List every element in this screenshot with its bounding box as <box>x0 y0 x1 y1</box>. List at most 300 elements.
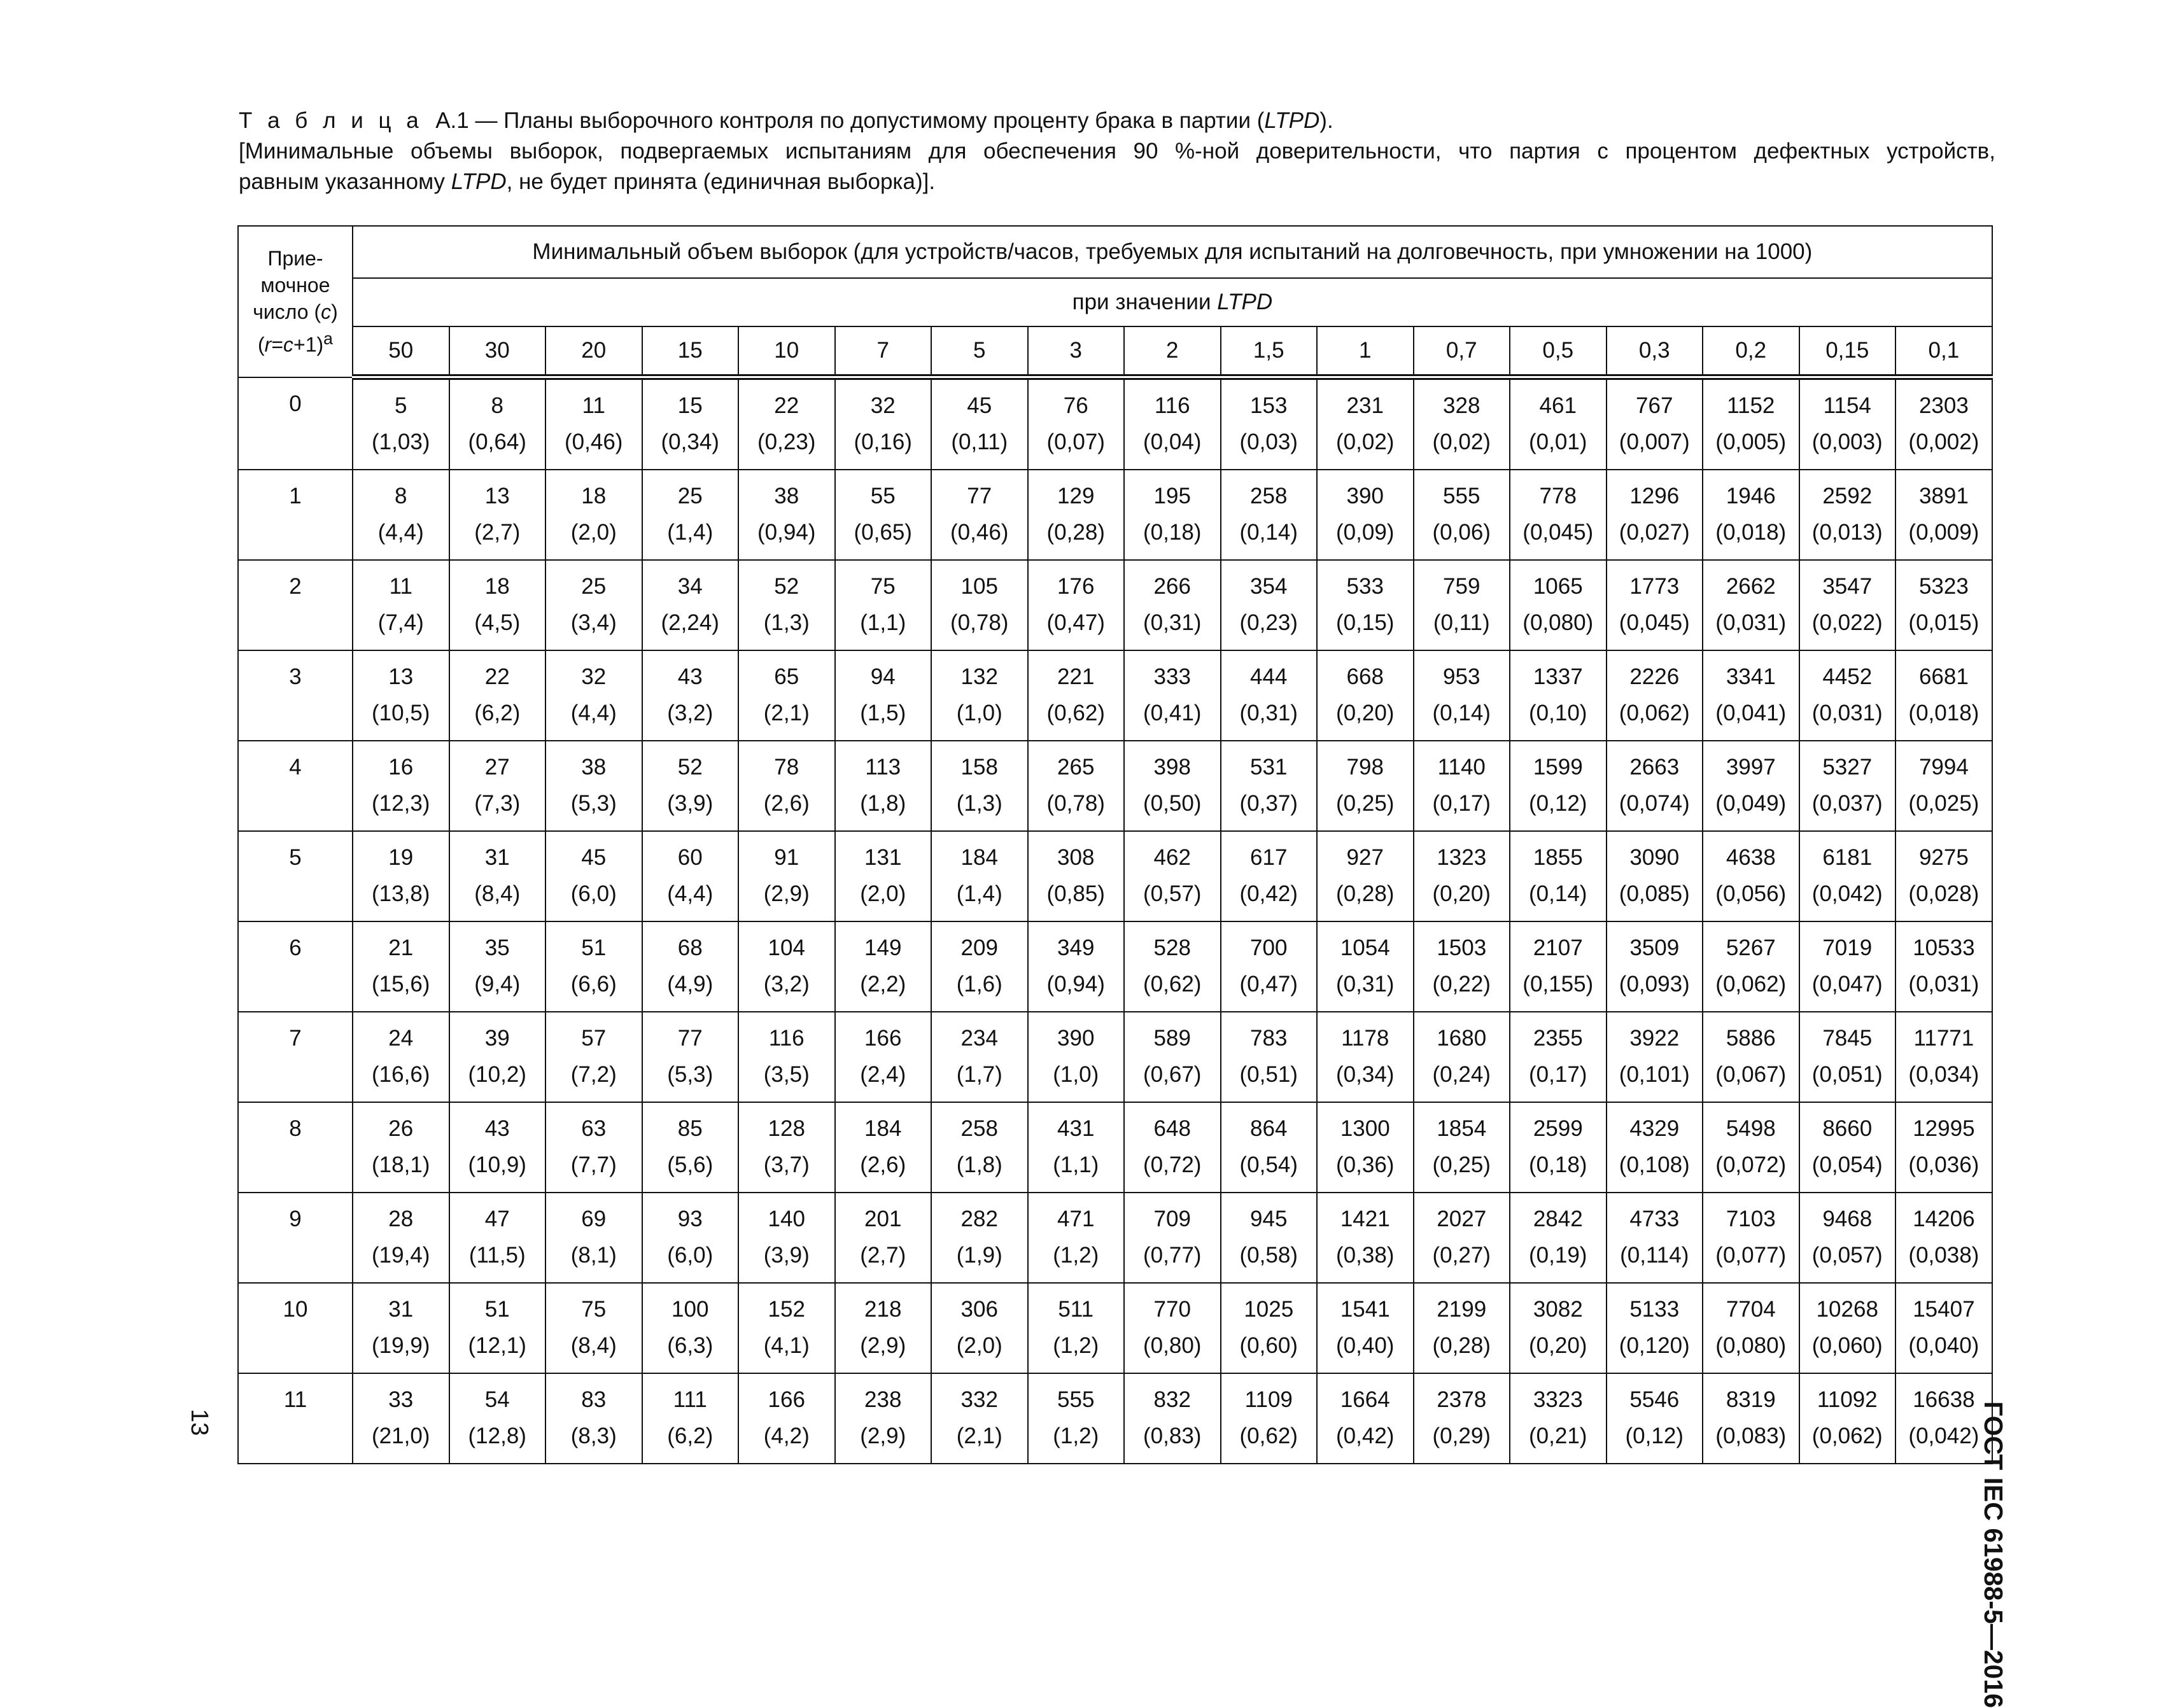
sample-size: 13 <box>484 484 510 508</box>
sample-size: 131 <box>864 845 902 870</box>
sample-size-cell <box>738 1373 835 1464</box>
sample-size: 83 <box>581 1387 607 1412</box>
sample-size: 31 <box>484 845 510 870</box>
aql-value: (0,19) <box>1529 1243 1587 1268</box>
sample-size: 3922 <box>1629 1026 1680 1051</box>
table-wrapper <box>237 225 1989 1448</box>
sample-size: 1503 <box>1437 935 1487 960</box>
sample-size-cell <box>835 1012 932 1102</box>
aql-value: (0,25) <box>1336 791 1395 816</box>
sample-size: 1773 <box>1629 574 1680 599</box>
aql-value: (0,005) <box>1715 430 1787 454</box>
sample-size: 85 <box>677 1116 703 1141</box>
sample-size: 52 <box>677 755 703 780</box>
sample-size-cell <box>835 1373 932 1464</box>
sample-size-cell <box>545 1012 642 1102</box>
sample-size: 3082 <box>1533 1297 1583 1322</box>
min-sample-size-header: Минимальный объем выборок (для устройств/часов, требуемых для испытаний на долговечность, при умножении на 1000) <box>353 226 1992 278</box>
acceptance-number: 2 <box>289 574 302 599</box>
sample-size: 27 <box>484 755 510 780</box>
sample-size-cell <box>738 1012 835 1102</box>
aql-value: (0,60) <box>1239 1333 1298 1358</box>
aql-value: (0,041) <box>1715 701 1787 725</box>
aql-value: (1,5) <box>860 701 906 725</box>
sample-size-cell <box>1414 1012 1510 1102</box>
sample-size-cell <box>1703 741 1799 831</box>
aql-value: (8,4) <box>474 881 521 906</box>
aql-value: (0,85) <box>1046 881 1105 906</box>
sample-size: 533 <box>1346 574 1384 599</box>
aql-value: (3,2) <box>667 701 714 725</box>
sample-size-cell <box>738 831 835 921</box>
sample-size: 462 <box>1153 845 1191 870</box>
aql-value: (0,12) <box>1529 791 1587 816</box>
sample-size: 531 <box>1250 755 1288 780</box>
aql-value: (0,28) <box>1336 881 1395 906</box>
sample-size-cell <box>1895 1012 1992 1102</box>
sample-size: 28 <box>388 1207 414 1231</box>
sample-size: 2663 <box>1629 755 1680 780</box>
aql-value: (0,72) <box>1143 1152 1202 1177</box>
sample-size: 4452 <box>1822 664 1873 689</box>
aql-value: (2,6) <box>860 1152 906 1177</box>
sample-size-cell <box>1895 741 1992 831</box>
acceptance-number: 11 <box>283 1387 307 1412</box>
sample-size-cell <box>1799 377 1896 470</box>
table-row <box>238 1102 1992 1193</box>
aql-value: (1,4) <box>956 881 1002 906</box>
aql-value: (6,2) <box>667 1424 714 1448</box>
aql-value: (0,093) <box>1619 972 1690 997</box>
sample-size-cell <box>1414 1283 1510 1373</box>
sample-size-cell <box>1028 1193 1125 1283</box>
table-row <box>238 1012 1992 1102</box>
sample-size: 5327 <box>1822 755 1873 780</box>
aql-value: (0,031) <box>1715 610 1787 635</box>
aql-value: (0,46) <box>565 430 623 454</box>
ltpd-value-header: 5 <box>931 326 1028 377</box>
sample-size-cell <box>1510 377 1607 470</box>
caption-line3-suffix: , не будет принята (единичная выборка)]. <box>506 169 936 194</box>
sample-size-cell <box>353 831 449 921</box>
sample-size: 7103 <box>1726 1207 1776 1231</box>
aql-value: (7,3) <box>474 791 521 816</box>
sample-size-cell <box>642 921 739 1012</box>
acceptance-number: 5 <box>289 845 302 870</box>
aql-value: (0,04) <box>1143 430 1202 454</box>
sample-size: 759 <box>1443 574 1480 599</box>
aql-value: (1,1) <box>1053 1152 1099 1177</box>
acceptance-number: 7 <box>289 1026 302 1051</box>
aql-value: (19,9) <box>372 1333 430 1358</box>
sample-size-cell <box>1028 650 1125 741</box>
sample-size: 461 <box>1539 393 1577 418</box>
acceptance-number: 1 <box>289 484 302 508</box>
aql-value: (0,062) <box>1811 1424 1883 1448</box>
sample-size-cell <box>449 1373 546 1464</box>
sample-size-cell <box>1799 1283 1896 1373</box>
aql-value: (2,24) <box>661 610 719 635</box>
sample-size-cell <box>353 1283 449 1373</box>
sample-size: 238 <box>864 1387 902 1412</box>
sample-size-cell <box>835 470 932 560</box>
table-row <box>238 741 1992 831</box>
sample-size-cell <box>545 1102 642 1193</box>
ltpd-value-header: 30 <box>449 326 546 377</box>
sample-size-cell <box>545 1193 642 1283</box>
sample-size: 21 <box>388 935 414 960</box>
table-number: А.1 <box>435 108 469 133</box>
aql-value: (0,17) <box>1529 1062 1587 1087</box>
sample-size-cell <box>1028 1102 1125 1193</box>
aql-value: (13,8) <box>372 881 430 906</box>
aql-value: (3,2) <box>763 972 810 997</box>
aql-value: (2,1) <box>763 701 810 725</box>
aql-value: (5,6) <box>667 1152 714 1177</box>
acceptance-number: 6 <box>289 935 302 960</box>
sample-size: 1421 <box>1340 1207 1390 1231</box>
aql-value: (0,018) <box>1908 701 1980 725</box>
sample-size-cell <box>642 470 739 560</box>
sample-size: 953 <box>1443 664 1480 689</box>
sample-size: 265 <box>1057 755 1095 780</box>
sample-size: 2107 <box>1533 935 1583 960</box>
aql-value: (0,62) <box>1143 972 1202 997</box>
sample-size: 100 <box>672 1297 709 1322</box>
sample-size-cell <box>449 1283 546 1373</box>
sample-size: 2303 <box>1918 393 1969 418</box>
sample-size-cell <box>1510 921 1607 1012</box>
sample-size: 105 <box>960 574 998 599</box>
acceptance-number: 0 <box>289 391 302 416</box>
sample-size: 4733 <box>1629 1207 1680 1231</box>
sample-size-cell <box>1703 1373 1799 1464</box>
sample-size-cell <box>1414 831 1510 921</box>
aql-value: (10,2) <box>468 1062 526 1087</box>
aql-value: (1,1) <box>860 610 906 635</box>
sample-size-cell <box>1703 560 1799 650</box>
sample-size-cell <box>931 1373 1028 1464</box>
aql-value: (7,2) <box>570 1062 617 1087</box>
aql-value: (2,0) <box>956 1333 1002 1358</box>
sample-size: 158 <box>960 755 998 780</box>
aql-value: (0,067) <box>1715 1062 1787 1087</box>
sample-size: 55 <box>870 484 896 508</box>
sample-size-cell <box>1124 831 1221 921</box>
sample-size-cell <box>1414 470 1510 560</box>
sample-size-cell <box>931 650 1028 741</box>
sample-size: 332 <box>960 1387 998 1412</box>
sample-size-cell <box>1221 1283 1318 1373</box>
ltpd-value-header: 0,2 <box>1703 326 1799 377</box>
aql-value: (0,50) <box>1143 791 1202 816</box>
sample-size: 132 <box>960 664 998 689</box>
sample-size-cell <box>1221 1193 1318 1283</box>
aql-value: (0,47) <box>1046 610 1105 635</box>
sample-size: 3891 <box>1918 484 1969 508</box>
sample-size-cell <box>1028 470 1125 560</box>
ltpd-value-header: 0,7 <box>1414 326 1510 377</box>
sample-size: 1065 <box>1533 574 1583 599</box>
ltpd-values-row <box>238 326 1992 377</box>
sample-size-cell <box>835 921 932 1012</box>
aql-value: (8,3) <box>570 1424 617 1448</box>
sample-size: 1152 <box>1727 393 1775 418</box>
sample-size-cell <box>353 921 449 1012</box>
sample-size: 1337 <box>1533 664 1583 689</box>
sample-size: 349 <box>1057 935 1095 960</box>
sample-size-cell <box>1317 377 1414 470</box>
aql-value: (12,8) <box>468 1424 526 1448</box>
ltpd-sampling-table <box>237 225 1993 1464</box>
aql-value: (0,03) <box>1239 430 1298 454</box>
aql-value: (0,78) <box>950 610 1009 635</box>
sample-size: 2355 <box>1533 1026 1583 1051</box>
aql-value: (1,03) <box>372 430 430 454</box>
sample-size: 398 <box>1153 755 1191 780</box>
sample-size-cell <box>1703 921 1799 1012</box>
sample-size: 328 <box>1443 393 1480 418</box>
document-side-title: ГОСТ IEC 61988-5—2016 <box>1979 1401 2008 1708</box>
sample-size-cell <box>738 470 835 560</box>
aql-value: (0,28) <box>1432 1333 1491 1358</box>
sample-size-cell <box>1895 1193 1992 1283</box>
sample-size-cell <box>353 1193 449 1283</box>
sample-size: 16 <box>388 755 414 780</box>
sample-size: 15 <box>677 393 703 418</box>
sample-size-cell <box>449 1193 546 1283</box>
sample-size-cell <box>449 470 546 560</box>
aql-value: (0,028) <box>1908 881 1980 906</box>
aql-value: (0,46) <box>950 520 1009 545</box>
sample-size: 14206 <box>1913 1207 1975 1231</box>
aql-value: (0,101) <box>1619 1062 1690 1087</box>
sample-size: 6681 <box>1918 664 1969 689</box>
sample-size: 51 <box>484 1297 510 1322</box>
sample-size-cell <box>931 1102 1028 1193</box>
sample-size: 91 <box>774 845 799 870</box>
aql-value: (4,1) <box>763 1333 810 1358</box>
aql-value: (0,085) <box>1619 881 1690 906</box>
aql-value: (1,9) <box>956 1243 1002 1268</box>
aql-value: (0,27) <box>1432 1243 1491 1268</box>
sample-size-cell <box>642 741 739 831</box>
sample-size-cell <box>1799 470 1896 560</box>
sample-size: 11092 <box>1817 1387 1878 1412</box>
aql-value: (0,060) <box>1811 1333 1883 1358</box>
acceptance-number-cell <box>238 1193 353 1283</box>
table-row <box>238 470 1992 560</box>
sample-size: 77 <box>967 484 992 508</box>
sample-size-cell <box>642 377 739 470</box>
sample-size-cell <box>1317 560 1414 650</box>
caption-line3-prefix: равным указанному <box>239 169 451 194</box>
aql-value: (0,108) <box>1619 1152 1690 1177</box>
sample-size: 3341 <box>1726 664 1776 689</box>
sample-size-cell <box>545 831 642 921</box>
sample-size-cell <box>931 560 1028 650</box>
aql-value: (0,17) <box>1432 791 1491 816</box>
acceptance-number-cell <box>238 831 353 921</box>
sample-size-cell <box>1221 831 1318 921</box>
sample-size-cell <box>1607 1373 1703 1464</box>
sample-size-cell <box>1703 1102 1799 1193</box>
sample-size: 7845 <box>1822 1026 1873 1051</box>
sample-size: 77 <box>677 1026 703 1051</box>
sample-size-cell <box>931 1012 1028 1102</box>
sample-size: 3090 <box>1629 845 1680 870</box>
sample-size: 18 <box>581 484 607 508</box>
sample-size: 116 <box>1154 393 1190 418</box>
sample-size: 555 <box>1057 1387 1095 1412</box>
sample-size-cell <box>1414 921 1510 1012</box>
sample-size-cell <box>449 1012 546 1102</box>
aql-value: (9,4) <box>474 972 521 997</box>
sample-size-cell <box>1221 377 1318 470</box>
sample-size: 35 <box>484 935 510 960</box>
sample-size-cell <box>1028 921 1125 1012</box>
aql-value: (0,036) <box>1908 1152 1980 1177</box>
sample-size-cell <box>738 921 835 1012</box>
sample-size-cell <box>1799 1102 1896 1193</box>
sample-size: 1178 <box>1341 1026 1389 1051</box>
sample-size: 8319 <box>1726 1387 1776 1412</box>
aql-value: (0,045) <box>1619 610 1690 635</box>
sample-size: 63 <box>581 1116 607 1141</box>
sample-size-cell <box>835 377 932 470</box>
sample-size: 767 <box>1636 393 1673 418</box>
sample-size: 93 <box>677 1207 703 1231</box>
sample-size-cell <box>1607 470 1703 560</box>
sample-size: 25 <box>581 574 607 599</box>
ltpd-value-header: 3 <box>1028 326 1125 377</box>
aql-value: (0,34) <box>1336 1062 1395 1087</box>
sample-size-cell <box>1317 831 1414 921</box>
sample-size-cell <box>931 377 1028 470</box>
sample-size: 153 <box>1250 393 1288 418</box>
sample-size: 5323 <box>1918 574 1969 599</box>
sample-size-cell <box>545 470 642 560</box>
aql-value: (0,15) <box>1336 610 1395 635</box>
sample-size: 221 <box>1057 664 1095 689</box>
aql-value: (2,4) <box>860 1062 906 1087</box>
aql-value: (18,1) <box>372 1152 430 1177</box>
sample-size: 52 <box>774 574 799 599</box>
aql-value: (0,31) <box>1239 701 1298 725</box>
aql-value: (0,16) <box>854 430 912 454</box>
ltpd-value-header: 1 <box>1317 326 1414 377</box>
sample-size-cell <box>1895 560 1992 650</box>
sample-size-cell <box>1028 560 1125 650</box>
sample-size-cell <box>642 1283 739 1373</box>
sample-size: 152 <box>768 1297 805 1322</box>
sample-size-cell <box>545 1373 642 1464</box>
aql-value: (0,034) <box>1908 1062 1980 1087</box>
aql-value: (21,0) <box>372 1424 430 1448</box>
sample-size: 1323 <box>1437 845 1487 870</box>
aql-value: (0,045) <box>1522 520 1594 545</box>
sample-size: 11 <box>582 393 605 418</box>
sample-size-cell <box>931 921 1028 1012</box>
ltpd-value-header: 10 <box>738 326 835 377</box>
sample-size: 864 <box>1250 1116 1288 1141</box>
sample-size: 1054 <box>1340 935 1390 960</box>
sample-size-cell <box>1317 1283 1414 1373</box>
aql-value: (2,7) <box>474 520 521 545</box>
sample-size-cell <box>1799 650 1896 741</box>
sample-size-cell <box>1895 1283 1992 1373</box>
sample-size-cell <box>835 560 932 650</box>
sample-size: 5498 <box>1726 1116 1776 1141</box>
sample-size: 5133 <box>1629 1297 1680 1322</box>
caption-line3-abbr: LTPD <box>451 169 507 194</box>
sample-size: 231 <box>1346 393 1384 418</box>
aql-value: (0,20) <box>1336 701 1395 725</box>
ltpd-value-header: 15 <box>642 326 739 377</box>
sample-size: 1680 <box>1437 1026 1487 1051</box>
aql-value: (0,64) <box>468 430 526 454</box>
footnote-marker: a <box>323 328 333 348</box>
table-row <box>238 560 1992 650</box>
sample-size: 589 <box>1153 1026 1191 1051</box>
sample-size-cell <box>1607 741 1703 831</box>
sample-size: 783 <box>1250 1026 1288 1051</box>
sample-size-cell <box>545 377 642 470</box>
sample-size: 832 <box>1153 1387 1191 1412</box>
sample-size: 54 <box>484 1387 510 1412</box>
sample-size-cell <box>1703 1283 1799 1373</box>
sample-size-cell <box>1221 741 1318 831</box>
aql-value: (0,14) <box>1529 881 1587 906</box>
sample-size-cell <box>1221 1012 1318 1102</box>
aql-value: (1,7) <box>956 1062 1002 1087</box>
sample-size: 511 <box>1058 1297 1094 1322</box>
aql-value: (3,7) <box>763 1152 810 1177</box>
table-row <box>238 377 1992 470</box>
sample-size: 3997 <box>1726 755 1776 780</box>
sample-size: 39 <box>484 1026 510 1051</box>
aql-value: (0,31) <box>1336 972 1395 997</box>
sample-size: 3509 <box>1629 935 1680 960</box>
sample-size-cell <box>1703 470 1799 560</box>
sample-size-cell <box>353 470 449 560</box>
aql-value: (0,38) <box>1336 1243 1395 1268</box>
sample-size-cell <box>1124 470 1221 560</box>
aql-value: (2,2) <box>860 972 906 997</box>
aql-value: (4,4) <box>377 520 424 545</box>
sample-size: 927 <box>1346 845 1384 870</box>
sample-size: 555 <box>1443 484 1480 508</box>
sample-size-cell <box>449 741 546 831</box>
sample-size: 111 <box>673 1387 707 1412</box>
table-row <box>238 1283 1992 1373</box>
table-row <box>238 1193 1992 1283</box>
sample-size: 140 <box>768 1207 805 1231</box>
sample-size-cell <box>1607 1102 1703 1193</box>
sample-size-cell <box>1895 921 1992 1012</box>
sample-size: 306 <box>960 1297 998 1322</box>
aql-value: (2,0) <box>570 520 617 545</box>
aql-value: (0,042) <box>1811 881 1883 906</box>
aql-value: (3,5) <box>763 1062 810 1087</box>
sample-size-cell <box>1124 741 1221 831</box>
caption-title-abbr: LTPD <box>1264 108 1320 133</box>
aql-value: (0,57) <box>1143 881 1202 906</box>
sample-size-cell <box>1510 1373 1607 1464</box>
aql-value: (0,94) <box>757 520 816 545</box>
sample-size-cell <box>449 831 546 921</box>
sample-size-cell <box>738 1102 835 1193</box>
